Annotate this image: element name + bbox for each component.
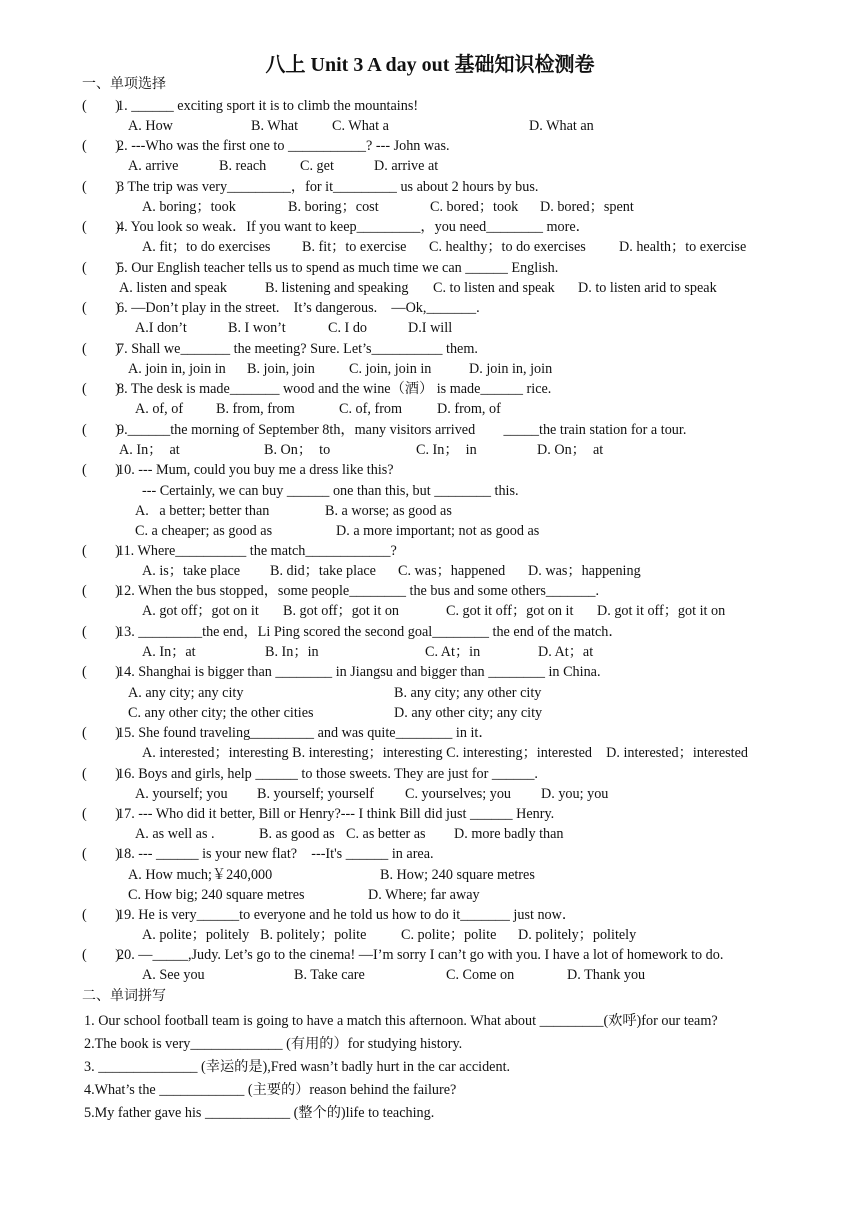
option-item: A. boring；took — [142, 199, 236, 215]
option-item: C. get — [300, 158, 334, 174]
option-item: B. fit；to exercise — [302, 239, 407, 255]
answer-blank: ( ) — [82, 725, 120, 741]
question-stem: 5. Our English teacher tells us to spend as much time we can ______ English. — [117, 260, 559, 276]
option-item: A. See you — [142, 967, 205, 983]
question-stem: 20. —_____,Judy. Let’s go to the cinema! —I’m sorry I can’t go with you. I have a lot of homework to do. — [117, 947, 724, 963]
option-item: C. How big; 240 square metres — [128, 887, 305, 903]
option-item: A. join in, join in — [128, 361, 226, 377]
option-item: A. a better; better than — [135, 503, 270, 519]
option-item: D. politely；politely — [518, 927, 637, 943]
option-item: B. Take care — [294, 967, 365, 983]
page-title: 八上 Unit 3 A day out 基础知识检测卷 — [265, 54, 595, 76]
option-item: C. What a — [332, 118, 389, 134]
option-item: C. of, from — [339, 401, 403, 417]
option-item: C. I do — [328, 320, 368, 336]
option-item: A. In； at — [119, 442, 180, 458]
option-item: B. listening and speaking — [265, 280, 409, 296]
answer-blank: ( ) — [82, 543, 120, 559]
option-item: C. yourselves; you — [405, 786, 512, 802]
option-item: B. On； to — [264, 442, 331, 458]
option-item: A. How much;￥240,000 — [128, 867, 273, 883]
spelling-item-5: 5.My father gave his ____________ (整个的)life to teaching. — [84, 1105, 435, 1121]
option-item: C. to listen and speak — [433, 280, 555, 296]
answer-blank: ( ) — [82, 381, 120, 397]
option-item: A. interested；interesting B. interesting；interesting C. interesting；interested D. interested；interested — [142, 745, 748, 761]
option-item: A. as well as . — [135, 826, 215, 842]
option-item: D. a more important; not as good as — [336, 523, 540, 539]
option-item: D. from, of — [437, 401, 501, 417]
option-item: B. join, join — [247, 361, 315, 377]
option-item: C. as better as — [346, 826, 426, 842]
option-item: D. join in, join — [469, 361, 553, 377]
answer-blank: ( ) — [82, 300, 120, 316]
spelling-item-1: 1. Our school football team is going to have a match this afternoon. What about _________(欢呼)for our team? — [84, 1013, 718, 1029]
option-item: B. How; 240 square metres — [380, 867, 535, 883]
question-stem: 17. --- Who did it better, Bill or Henry?--- I think Bill did just ______ Henry. — [117, 806, 555, 822]
answer-blank: ( ) — [82, 98, 120, 114]
option-item: D. health；to exercise — [619, 239, 747, 255]
answer-blank: ( ) — [82, 806, 120, 822]
option-item: B. reach — [219, 158, 267, 174]
answer-blank: ( ) — [82, 664, 120, 680]
question-stem: 4. You look so weak．If you want to keep_________，you need________ more． — [117, 219, 590, 235]
section-heading-spelling: 二、单词拼写 — [82, 989, 166, 1004]
option-item: B. a worse; as good as — [325, 503, 452, 519]
option-item: D. At；at — [538, 644, 594, 660]
option-item: D. bored；spent — [540, 199, 634, 215]
option-item: D. you; you — [541, 786, 609, 802]
answer-blank: ( ) — [82, 341, 120, 357]
option-item: C. got it off；got on it — [446, 603, 574, 619]
option-item: D. What an — [529, 118, 594, 134]
option-item: B. I won’t — [228, 320, 286, 336]
option-item: C. any other city; the other cities — [128, 705, 314, 721]
option-item: B. yourself; yourself — [257, 786, 375, 802]
option-item: C. polite；polite — [401, 927, 497, 943]
option-item: C. bored；took — [430, 199, 519, 215]
option-item: A. yourself; you — [135, 786, 228, 802]
question-stem: 1. ______ exciting sport it is to climb the mountains! — [117, 98, 419, 114]
question-stem: 16. Boys and girls, help ______ to those sweets. They are just for ______. — [117, 766, 538, 782]
answer-blank: ( ) — [82, 907, 120, 923]
answer-blank: ( ) — [82, 179, 120, 195]
answer-blank: ( ) — [82, 138, 120, 154]
question-stem: 8. The desk is made_______ wood and the wine（酒） is made______ rice. — [117, 381, 552, 397]
question-stem: 3 The trip was very_________，for it_________ us about 2 hours by bus. — [117, 179, 539, 195]
option-item: C. In； in — [416, 442, 477, 458]
option-item: A. any city; any city — [128, 685, 244, 701]
question-stem: 6. —Don’t play in the street. It’s dangerous. —Ok,_______. — [117, 300, 480, 316]
option-item: C. Come on — [446, 967, 515, 983]
option-item: C. healthy；to do exercises — [429, 239, 586, 255]
answer-blank: ( ) — [82, 583, 120, 599]
option-item: A. got off；got on it — [142, 603, 259, 619]
question-stem: 14. Shanghai is bigger than ________ in Jiangsu and bigger than ________ in China. — [117, 664, 601, 680]
option-item: D. got it off；got it on — [597, 603, 726, 619]
option-item: C. a cheaper; as good as — [135, 523, 273, 539]
option-item: A.I don’t — [135, 320, 187, 336]
option-item: C. join, join in — [349, 361, 432, 377]
option-item: A. of, of — [135, 401, 184, 417]
option-item: A. How — [128, 118, 173, 134]
answer-blank: ( ) — [82, 846, 120, 862]
question-stem: 13. _________the end，Li Ping scored the second goal________ the end of the match． — [117, 624, 623, 640]
option-item: C. was；happened — [398, 563, 506, 579]
answer-blank: ( ) — [82, 422, 120, 438]
option-item: B. What — [251, 118, 299, 134]
option-item: D.I will — [408, 320, 453, 336]
question-stem: 19. He is very______to everyone and he told us how to do it_______ just now． — [117, 907, 577, 923]
spelling-item-2: 2.The book is very_____________ (有用的）for studying history. — [84, 1036, 463, 1052]
option-item: C. At；in — [425, 644, 481, 660]
option-item: A. polite；politely — [142, 927, 250, 943]
option-item: A. fit；to do exercises — [142, 239, 271, 255]
question-stem: 7. Shall we_______ the meeting? Sure. Let’s__________ them. — [117, 341, 478, 357]
option-item: B. politely；polite — [260, 927, 367, 943]
option-item: D. any other city; any city — [394, 705, 543, 721]
answer-blank: ( ) — [82, 219, 120, 235]
option-item: A. arrive — [128, 158, 179, 174]
spelling-item-4: 4.What’s the ____________ (主要的）reason behind the failure? — [84, 1082, 457, 1098]
answer-blank: ( ) — [82, 947, 120, 963]
answer-blank: ( ) — [82, 624, 120, 640]
answer-blank: ( ) — [82, 462, 120, 478]
option-item: D. Where; far away — [368, 887, 480, 903]
question-stem: 15. She found traveling_________ and was quite________ in it． — [117, 725, 493, 741]
option-item: D. arrive at — [374, 158, 439, 174]
question-stem: 10. --- Mum, could you buy me a dress like this? — [117, 462, 394, 478]
option-item: D. Thank you — [567, 967, 646, 983]
option-item: D. to listen arid to speak — [578, 280, 717, 296]
question-stem: 18. --- ______ is your new flat? ---It's ______ in area. — [117, 846, 434, 862]
option-item: D. On； at — [537, 442, 604, 458]
option-item: A. listen and speak — [119, 280, 227, 296]
option-item: B. got off；got it on — [283, 603, 400, 619]
option-item: B. boring；cost — [288, 199, 379, 215]
option-item: B. did；take place — [270, 563, 376, 579]
option-item: A. is；take place — [142, 563, 241, 579]
option-item: B. any city; any other city — [394, 685, 542, 701]
spelling-item-3: 3. ______________ (幸运的是),Fred wasn’t badly hurt in the car accident. — [84, 1059, 511, 1075]
section-heading-choice: 一、单项选择 — [82, 77, 166, 92]
question-stem: 11. Where__________ the match____________? — [117, 543, 397, 559]
question-stem: 12. When the bus stopped，some people________ the bus and some others_______. — [117, 583, 600, 599]
answer-blank: ( ) — [82, 766, 120, 782]
answer-blank: ( ) — [82, 260, 120, 276]
option-item: A. In；at — [142, 644, 196, 660]
question-stem: 9.______the morning of September 8th，many visitors arrived _____the train station for a tour. — [117, 422, 687, 438]
option-item: B. as good as — [259, 826, 335, 842]
question-stem: 2. ---Who was the first one to ___________? --- John was. — [117, 138, 450, 154]
option-item: B. from, from — [216, 401, 295, 417]
option-item: D. more badly than — [454, 826, 564, 842]
option-item: B. In；in — [265, 644, 319, 660]
option-item: D. was；happening — [528, 563, 641, 579]
question-stem-line2: --- Certainly, we can buy ______ one than this, but ________ this. — [142, 483, 519, 499]
